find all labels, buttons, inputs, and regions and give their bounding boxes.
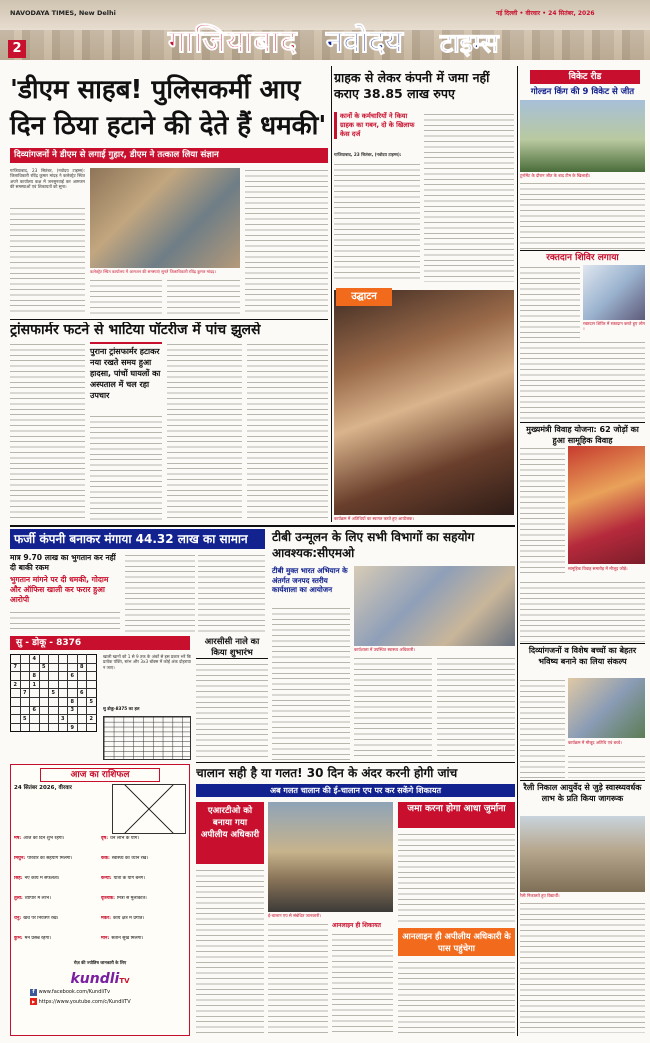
horoscope-sign [101,836,185,855]
sports-caption: टूर्नामेंट के दौरान जीत के बाद टीम के खिलाड़ी। [520,173,591,178]
sudoku-cell: 6 [68,672,78,681]
horoscope-sign [14,876,98,895]
horoscope-sign [101,896,185,915]
blood-body-col1 [520,265,580,340]
sudoku-cell [11,689,21,698]
horoscope-sign [14,856,98,875]
sudoku-cell [39,715,49,724]
youtube-link-row[interactable] [30,998,180,1006]
sudoku-answer-grid [103,716,191,760]
sudoku-cell: 2 [11,680,21,689]
divyang-headline: दिव्यांगजनों व विशेष बच्चों का बेहतर भविष्य बनाने का लिया संकल्प [520,643,645,667]
horoscope-sign-text: स्वास्थ्य का ध्यान रखें। [111,856,149,861]
sudoku-cell [58,655,68,664]
horoscope-sign-text: धन लाभ के योग। [110,836,140,841]
horoscope-sign-text: कार्य क्षेत्र में प्रगति। [113,916,145,921]
horoscope-sign-name: वृश्चिक: [101,896,115,901]
horoscope-sign-text: संतान सुख मिलेगा। [111,936,144,941]
customer-headline: ग्राहक से लेकर कंपनी में जमा नहीं कराए 38.85 लाख रुपए [334,70,490,101]
marriage-body-col2 [520,580,645,642]
sudoku-cell [49,706,59,715]
sudoku-cell [87,655,97,664]
sudoku-cell [77,715,87,724]
horoscope-sign-text: व्यापार में लाभ। [24,896,51,901]
dateline: नई दिल्ली • वीरवार • 24 सितंबर, 2026 [496,10,595,17]
sudoku-cell [20,655,30,664]
sudoku-cell: 9 [68,723,78,732]
marriage-body-col1 [520,446,565,576]
page-number: 2 [8,40,26,58]
sudoku-cell [49,697,59,706]
challan-sub: अब गलत चालान की ई-चालान एप पर कर सकेंगे शिकायत [196,784,515,797]
drain-headline: आरसीसी नाले का किया शुभारंभ [196,636,268,659]
rally-photo [520,816,645,892]
horoscope-sign-name: मकर: [101,916,111,921]
horoscope-sign [101,876,185,895]
rally-headline: रैली निकाल आयुर्वेद से जुड़े स्वास्थ्यवर्धक लाभ के प्रति किया जागरूक [520,780,645,804]
sudoku-cell: 3 [68,706,78,715]
fake-body-col3 [198,553,265,632]
horoscope-sign-name: कर्क: [101,856,110,861]
sudoku-cell [77,655,87,664]
challan-body-col4 [398,832,515,924]
horoscope-sign-text: मित्रों से मुलाकात। [116,896,147,901]
fake-headline: फर्जी कंपनी बनाकर मंगाया 44.32 लाख का सामान [10,529,265,549]
divyang-photo [568,678,645,738]
sudoku-cell [49,723,59,732]
marriage-photo [568,446,645,564]
horoscope-sign-text: मन प्रसन्न रहेगा। [24,936,51,941]
sudoku-cell [87,706,97,715]
rally-body [520,901,645,1033]
tb-headline: टीबी उन्मूलन के लिए सभी विभागों का सहयोग आवश्यक:सीएमओ [272,530,475,560]
lead-body-col2 [90,278,162,316]
divyang-body-col2 [568,754,645,778]
challan-body-col3 [332,932,393,1033]
divider-transformer [10,319,328,320]
horoscope-sign [14,916,98,935]
lead-byline: गाजियाबाद, 23 सितंबर, (नवोदय टाइम्स): जिलाधिकारी रविंद्र कुमार मांदड़ ने कलेक्ट्रेट स्थित अपने कार्यालय कक्ष में जनसुनवाई कर आमजन की समस्याओं एवं शिकायतों को सुना। [10,168,85,190]
sudoku-cell [39,672,49,681]
divyang-body-col1 [520,678,565,778]
sudoku-cell [11,697,21,706]
lead-body-col3 [245,168,328,316]
transformer-body-col3 [167,342,242,522]
tb-photo [354,566,515,646]
horoscope-sign-name: वृष: [101,836,109,841]
sudoku-cell [77,672,87,681]
inauguration-label: उद्घाटन [336,288,392,306]
sudoku-cell [68,655,78,664]
sudoku-cell [58,689,68,698]
brand-label: NAVODAYA TIMES, New Delhi [10,9,116,17]
divider-challan [196,762,515,763]
sudoku-cell [77,706,87,715]
horoscope-date: 24 सितंबर 2026, वीरवार [14,785,72,791]
sudoku-answer-label: सु डोकू-8375 का हल [103,706,140,711]
challan-photo [268,802,393,912]
column-rule-mid [331,66,332,522]
sudoku-cell [20,672,30,681]
challan-body-col1 [196,868,264,1033]
sudoku-cell [30,715,40,724]
tb-body-col1 [272,606,350,760]
transformer-body-col4 [247,342,328,522]
sudoku-cell [77,680,87,689]
rally-caption: रैली निकालते हुए विद्यार्थी। [520,893,560,898]
sudoku-cell [87,723,97,732]
challan-box-2: जमा करना होगा आधा जुर्माना [398,802,515,828]
sudoku-instructions: खाली खानों को 1 से 9 तक के अंकों से इस प्रकार भरें कि प्रत्येक पंक्ति, स्तंभ और 3x3 बॉक्स में कोई अंक दोहराया न जाए। [103,654,191,670]
transformer-headline: ट्रांसफार्मर फटने से भाटिया पॉटरीज में पांच झुलसे [10,322,261,338]
sudoku-cell [77,697,87,706]
sports-headline: गोल्डन किंग की 9 विकेट से जीत [530,87,635,97]
lead-photo-caption: कलेक्ट्रेट स्थित कार्यालय में आमजन की समस्याएं सुनते जिलाधिकारी रविंद्र कुमार मांदड़। [90,269,216,274]
sudoku-cell: 1 [30,680,40,689]
customer-byline: गाजियाबाद, 23 सितंबर, (नवोदय टाइम्स): [334,152,402,157]
horoscope-sign-text: यात्रा के योग बनेंगे। [113,876,146,881]
transformer-body-col1 [10,342,85,522]
horoscope-sign-name: मीन: [101,936,110,941]
sudoku-cell: 6 [77,689,87,698]
sudoku-cell [49,655,59,664]
sudoku-cell [49,715,59,724]
facebook-icon: f [30,989,37,996]
facebook-link[interactable]: www.facebook.com/KundliTv [38,989,111,995]
blood-photo [583,265,645,320]
masthead-skyline [0,30,650,60]
youtube-icon: ▶ [31,999,36,1004]
sudoku-cell: 8 [77,663,87,672]
inauguration-photo [334,290,514,515]
sudoku-cell [39,723,49,732]
sudoku-cell [11,706,21,715]
lead-headline: 'डीएम साहब! पुलिसकर्मी आए दिन ठिया हटाने की देते हैं धमकी' [10,75,327,141]
challan-inner-sub: आनलाइन ही शिकायत [332,922,381,929]
sudoku-cell [11,723,21,732]
horoscope-title: आज का राशिफल [40,768,160,782]
blood-caption: रक्तदान शिविर में रक्तदान करते हुए लोग। [583,321,645,332]
sudoku-cell: 8 [68,697,78,706]
sudoku-cell [87,680,97,689]
sudoku-cell: 2 [87,715,97,724]
kundli-brand-sub: TV [119,977,130,985]
masthead-city: गाजियाबाद [168,24,298,60]
sudoku-cell [68,680,78,689]
sudoku-cell [49,672,59,681]
sudoku-cell: 7 [11,663,21,672]
horoscope-sign [14,896,98,915]
challan-body-col5 [398,960,515,1033]
inauguration-caption: कार्यक्रम में अतिथियों का स्वागत करते हुए आयोजक। [334,516,414,521]
sudoku-cell [11,655,21,664]
horoscope-sign [14,836,98,855]
youtube-link[interactable]: https://www.youtube.com/c/KundliTV [38,999,131,1005]
tb-body-col3 [354,656,432,760]
divyang-caption: कार्यक्रम में मौजूद अतिथि एवं बच्चे। [568,740,622,745]
sudoku-grid [10,654,97,732]
blood-body-col2 [520,340,645,420]
sudoku-cell [30,689,40,698]
sudoku-cell [11,672,21,681]
facebook-link-row[interactable] [30,988,180,996]
sudoku-cell [58,697,68,706]
sudoku-cell: 4 [30,655,40,664]
horoscope-sign-name: तुला: [14,896,23,901]
sudoku-cell [68,663,78,672]
column-rule-right [517,66,518,1036]
sudoku-cell: 8 [30,672,40,681]
sudoku-cell [49,680,59,689]
marriage-headline: मुख्यमंत्री विवाह योजना: 62 जोड़ों का हुआ सामूहिक विवाह [520,422,645,446]
fake-body-col1 [10,610,120,632]
tb-caption: कार्यशाला में उपस्थित स्वास्थ्य अधिकारी। [354,647,415,652]
sudoku-cell [58,672,68,681]
sudoku-cell [39,689,49,698]
horoscope-sign-name: मेष: [14,836,22,841]
challan-box-1: एआरटीओ को बनाया गया अपीलीय अधिकारी [196,802,264,864]
sudoku-cell: 5 [39,663,49,672]
sudoku-cell [20,663,30,672]
horoscope-sign-text: परिवार का सहयोग मिलेगा। [27,856,73,861]
sudoku-cell: 7 [20,689,30,698]
sudoku-cell [58,706,68,715]
sudoku-cell [87,663,97,672]
masthead-paper-en: टाइम्स [440,29,499,59]
sudoku-cell: 5 [49,689,59,698]
horoscope-promo: रोज़ की ज्योतिष जानकारी के लिए [73,960,127,965]
blood-headline: रक्तदान शिविर लगाया [520,250,645,264]
lead-deck: दिव्यांगजनों ने डीएम से लगाई गुहार, डीएम ने तत्काल लिया संज्ञान [10,148,328,163]
transformer-sidebar: पुराना ट्रांसफार्मर हटाकर नया रखते समय हुआ हादसा, पांचों घायलों का अस्पताल में चल रहा उपचार [90,342,162,412]
sudoku-cell [77,723,87,732]
lead-body-col2b [167,278,240,316]
lead-photo [90,168,240,268]
sudoku-cell [20,723,30,732]
masthead [0,0,650,60]
sudoku-cell [68,715,78,724]
horoscope-sign-text: आज का दिन शुभ रहेगा। [23,836,65,841]
fake-body-col2 [125,553,195,632]
drain-body [196,662,268,760]
tb-sub: टीबी मुक्त भारत अभियान के अंतर्गत जनपद स्तरीय कार्यशाला का आयोजन [272,566,348,595]
marriage-caption: सामूहिक विवाह समारोह में मौजूद जोड़े। [568,566,628,571]
sudoku-cell: 6 [30,706,40,715]
sudoku-cell [87,689,97,698]
sudoku-cell [39,697,49,706]
sudoku-cell [30,697,40,706]
sudoku-cell [30,663,40,672]
divider-fake [10,525,515,527]
sudoku-cell [39,706,49,715]
horoscope-sign-name: कन्या: [101,876,112,881]
sudoku-cell [87,672,97,681]
sudoku-cell: 5 [87,697,97,706]
sudoku-cell [39,680,49,689]
tb-body-col4 [437,656,515,760]
challan-photo-caption: ई-चालान एप से संबंधित जानकारी। [268,913,321,918]
sports-tag: विकेट रीड [530,70,640,84]
sudoku-cell [58,680,68,689]
sudoku-cell [68,689,78,698]
sudoku-cell [11,715,21,724]
horoscope-chart [112,784,186,834]
sports-photo [520,100,645,172]
horoscope-sign-text: नए कार्य में सफलता। [24,876,60,881]
horoscope-sign-name: कुंभ: [14,936,23,941]
sudoku-cell [58,723,68,732]
horoscope-sign [101,916,185,935]
horoscope-signs [14,836,186,956]
sudoku-cell [30,723,40,732]
sudoku-title: सु - डोकू - 8376 [10,636,190,650]
transformer-body-col2 [90,414,162,522]
challan-headline: चालान सही है या गलत! 30 दिन के अंदर करनी होगी जांच [196,766,458,780]
sudoku-cell [58,663,68,672]
sports-body [520,181,645,249]
customer-body-col2 [424,112,514,282]
horoscope-sign-text: खर्च पर नियंत्रण रखें। [23,916,59,921]
sudoku-cell [20,680,30,689]
sudoku-cell: 5 [20,715,30,724]
kundli-logo [62,968,138,986]
customer-body-col1 [334,162,420,282]
customer-sub: कानों के कर्मचारियों ने किया ग्राहक का गबन, दो के खिलाफ केस दर्ज [334,112,420,139]
horoscope-sign-name: सिंह: [14,876,23,881]
horoscope-sign [14,936,98,955]
kundli-brand: kundli [70,971,120,987]
horoscope-sign [101,936,185,955]
sudoku-cell [39,655,49,664]
horoscope-sign [101,856,185,875]
lead-body-col1 [10,206,85,316]
sudoku-cell [49,663,59,672]
challan-box-3: आनलाइन ही अपीलीय अधिकारी के पास पहुंचेगा [398,928,515,956]
sudoku-cell [20,697,30,706]
sudoku-cell [20,706,30,715]
masthead-paper: नवोदय [326,24,403,60]
horoscope-sign-name: मिथुन: [14,856,26,861]
challan-body-col2 [268,922,328,1033]
fake-bullet-1: मात्र 9.70 लाख का भुगतान कर नहीं दी बाकी रकम [10,553,116,572]
horoscope-sign-name: धनु: [14,916,22,921]
sudoku-cell: 3 [58,715,68,724]
fake-bullet-2: भुगतान मांगने पर दी धमकी, गोदाम और ऑफिस खाली कर फरार हुआ आरोपी [10,575,109,604]
